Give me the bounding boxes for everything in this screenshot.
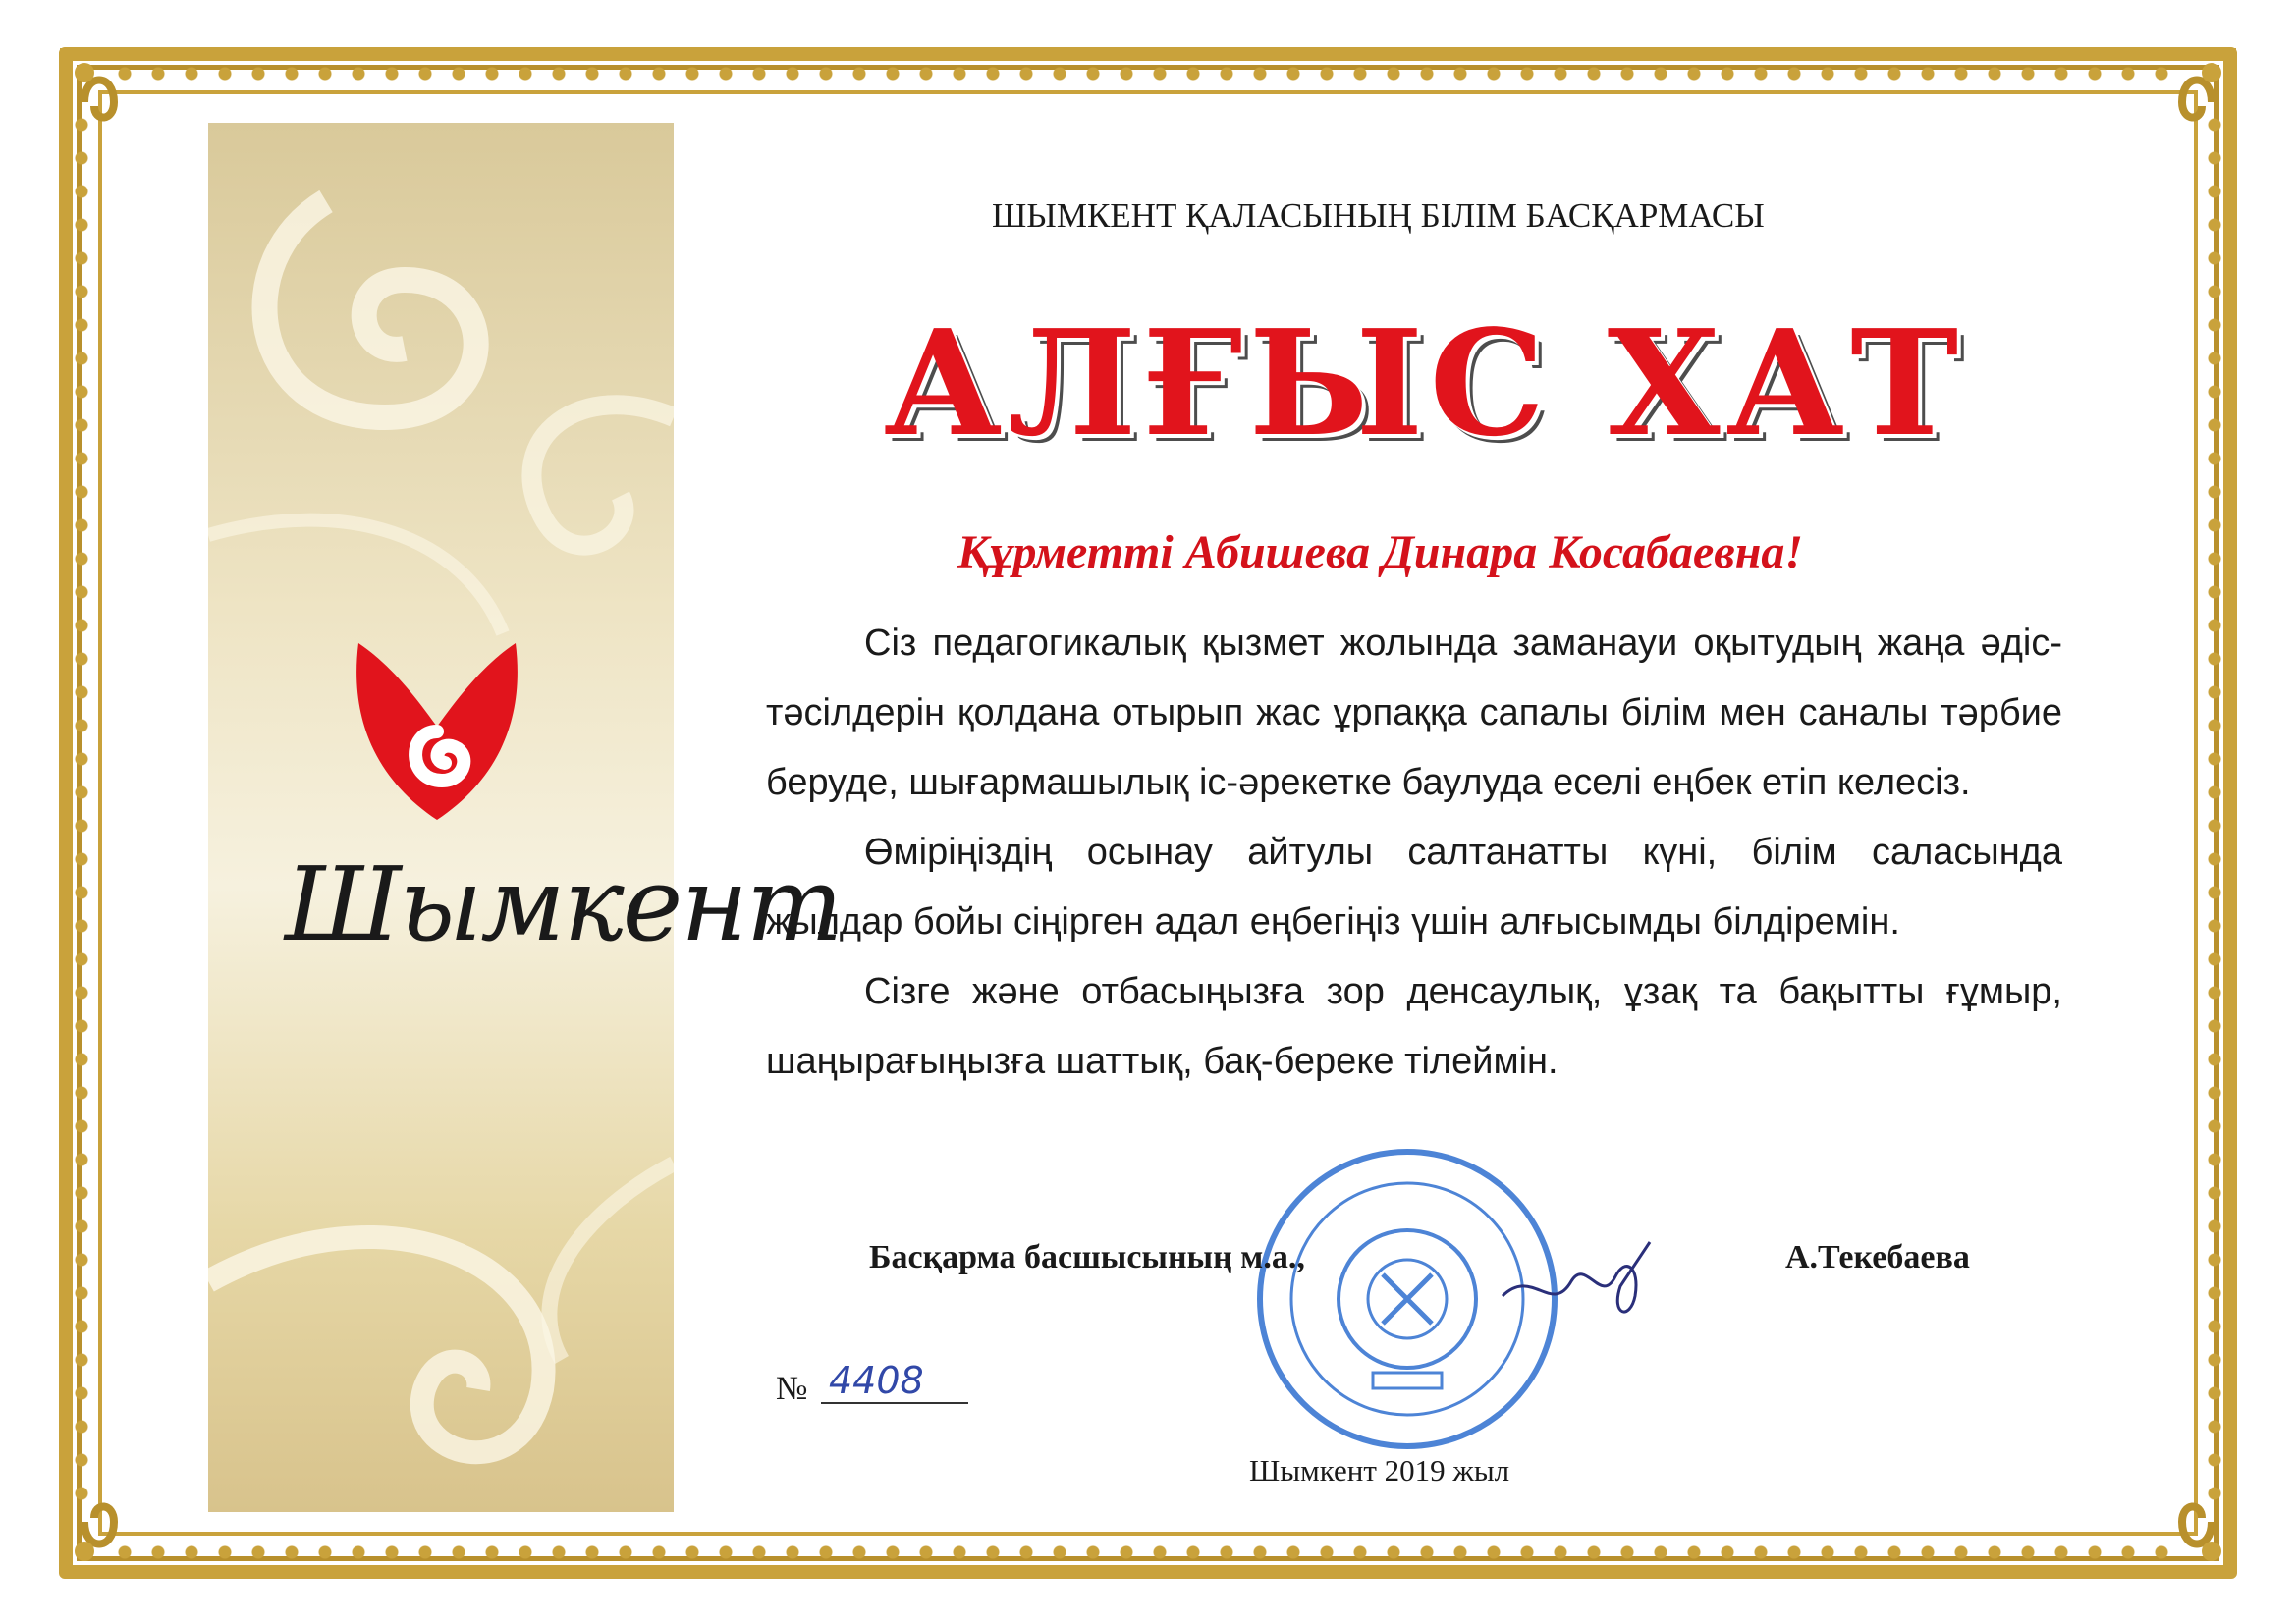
place-and-year: Шымкент 2019 жыл xyxy=(1249,1453,1510,1488)
body-paragraph: Өміріңіздің осынау айтулы салтанатты күні, білім саласында жылдар бойы сіңірген адал еңбегіңіз үшін алғысымды білдіремін. xyxy=(766,832,2062,943)
document-number-label: № xyxy=(776,1371,808,1407)
signature-icon xyxy=(1493,1227,1669,1335)
document-title: АЛҒЫС ХАТ xyxy=(884,298,1965,468)
letter-body xyxy=(766,609,2062,1097)
border-ornament-right xyxy=(2204,108,2225,1516)
body-paragraph: Сіз педагогикалық қызмет жолында заманауи оқытудың жаңа әдіс-тәсілдерін қолдана отырып жас ұрпаққа сапалы білім мен саналы тәрбие беруде, шығармашылық іс-әрекетке баулуда еселі еңбек етіп келесіз. xyxy=(766,623,2062,803)
corner-ornament-icon xyxy=(2123,43,2241,161)
border-ornament-bottom xyxy=(108,1542,2188,1563)
recipient-greeting: Құрметті Абишева Динара Косабаевна! xyxy=(957,526,1804,578)
signer-position: Басқарма басшысының м.а., xyxy=(869,1239,1305,1275)
corner-ornament-icon xyxy=(55,1463,173,1581)
city-logo-icon xyxy=(339,633,535,830)
corner-ornament-icon xyxy=(2123,1463,2241,1581)
body-paragraph: Сізге және отбасыңызға зор денсаулық, ұзақ та бақытты ғұмыр, шаңырағыңызға шаттық, бақ-береке тілеймін. xyxy=(766,971,2062,1082)
border-ornament-left xyxy=(71,108,92,1516)
organization-header: ШЫМКЕНТ ҚАЛАСЫНЫҢ БІЛІМ БАСҚАРМАСЫ xyxy=(992,196,1765,235)
logo-wordmark: Шымкент xyxy=(285,844,842,964)
border-ornament-top xyxy=(108,63,2188,84)
signer-name: А.Текебаева xyxy=(1785,1239,1970,1275)
document-number-value: 4408 xyxy=(821,1359,968,1404)
corner-ornament-icon xyxy=(55,43,173,161)
